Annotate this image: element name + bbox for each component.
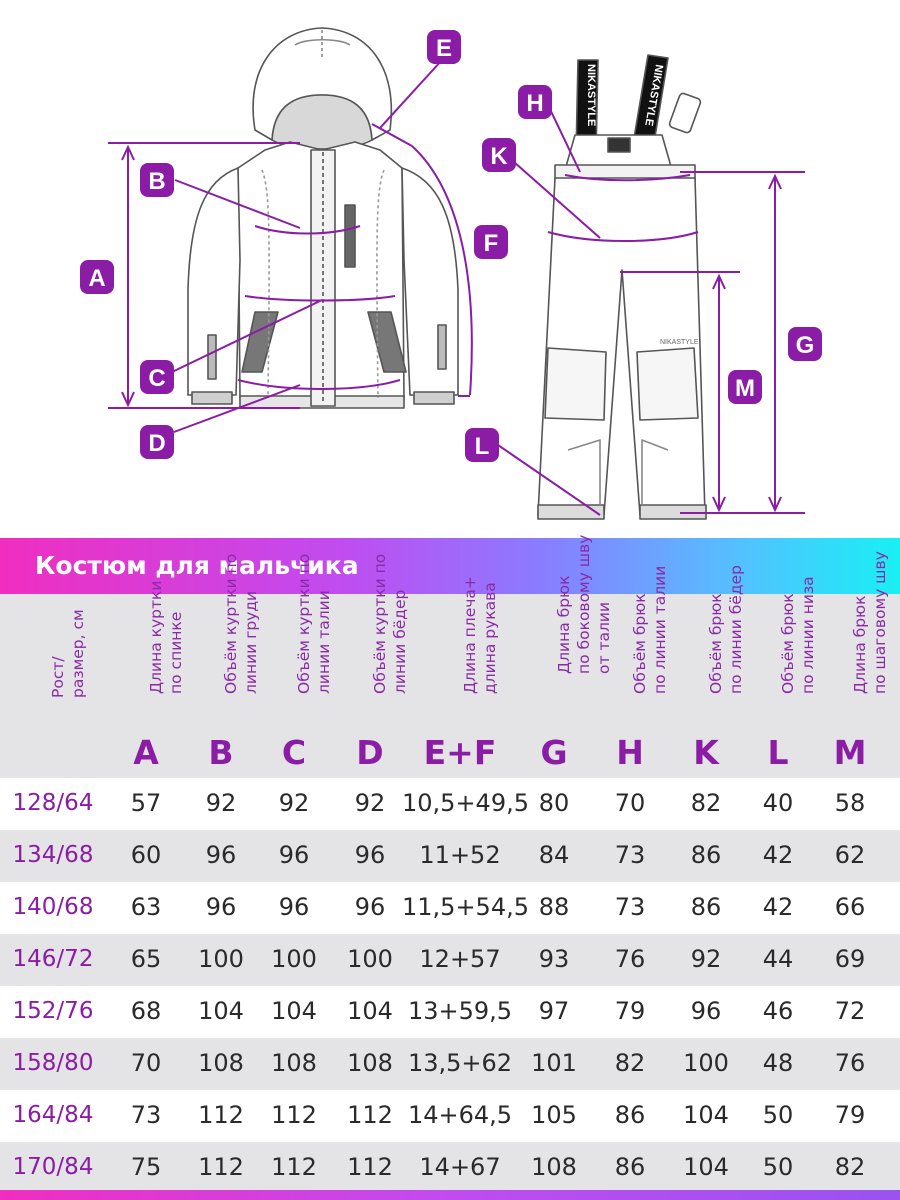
value-cell: 112 <box>271 1153 317 1181</box>
header-label: Объём брюк по линии бёдер <box>707 565 745 694</box>
header-letter: K <box>693 733 719 772</box>
table-row <box>0 1090 900 1142</box>
value-cell: 76 <box>614 945 646 973</box>
value-cell: 11+52 <box>419 841 501 869</box>
value-cell: 73 <box>614 841 646 869</box>
pants-logo-text: NIKASTYLE <box>660 339 699 346</box>
header-label: Длина куртки по спинке <box>147 580 185 694</box>
header-label: Объём куртки по линии груди <box>222 553 260 694</box>
value-cell: 100 <box>347 945 393 973</box>
value-cell: 100 <box>271 945 317 973</box>
table-row <box>0 934 900 986</box>
value-cell: 96 <box>205 841 237 869</box>
svg-text:G: G <box>795 332 815 359</box>
value-cell: 73 <box>614 893 646 921</box>
value-cell: 42 <box>762 893 794 921</box>
marker-g <box>788 327 822 361</box>
header-letter: G <box>540 733 568 772</box>
strap-text-left: NIKASTYLE <box>585 64 597 127</box>
value-cell: 96 <box>690 997 722 1025</box>
header-label: Длина брюк по боковому шву от талии <box>555 534 613 674</box>
value-cell: 79 <box>614 997 646 1025</box>
header-letter: C <box>281 733 307 772</box>
value-cell: 93 <box>538 945 570 973</box>
header-label: Длина брюк по шаговому шву <box>851 551 889 694</box>
value-cell: 92 <box>354 789 386 817</box>
svg-text:F: F <box>483 230 499 257</box>
size-cell: 134/68 <box>12 842 94 868</box>
value-cell: 86 <box>690 893 722 921</box>
size-cell: 128/64 <box>12 790 94 816</box>
value-cell: 82 <box>690 789 722 817</box>
svg-text:M: M <box>735 375 755 402</box>
header-col-c <box>256 553 333 778</box>
value-cell: 13,5+62 <box>407 1049 513 1077</box>
value-cell: 92 <box>278 789 310 817</box>
jacket-drawing <box>188 28 458 408</box>
header-col-b <box>186 553 260 778</box>
header-label: Объём брюк по линии низа <box>779 576 817 694</box>
value-cell: 50 <box>762 1153 794 1181</box>
header-label: Объём куртки по линии талии <box>295 553 333 694</box>
measurement-diagram <box>0 0 900 530</box>
value-cell: 58 <box>834 789 866 817</box>
title-banner <box>0 538 900 594</box>
value-cell: 104 <box>347 997 393 1025</box>
value-cell: 66 <box>834 893 866 921</box>
header-col-l <box>742 576 817 778</box>
marker-l <box>465 428 499 462</box>
value-cell: 63 <box>130 893 162 921</box>
value-cell: 70 <box>614 789 646 817</box>
value-cell: 97 <box>538 997 570 1025</box>
header-col-a <box>106 580 186 778</box>
value-cell: 75 <box>130 1153 162 1181</box>
marker-h <box>518 85 552 119</box>
svg-text:K: K <box>490 143 508 170</box>
value-cell: 86 <box>690 841 722 869</box>
marker-b <box>140 163 174 197</box>
header-letter: B <box>208 733 234 772</box>
table-row <box>0 1142 900 1194</box>
value-cell: 96 <box>205 893 237 921</box>
marker-m <box>728 370 762 404</box>
header-col-d <box>332 553 409 778</box>
value-cell: 112 <box>347 1153 393 1181</box>
value-cell: 104 <box>271 997 317 1025</box>
header-label: Длина плеча+ длина рукава <box>461 576 499 694</box>
header-col-ef <box>402 576 518 778</box>
value-cell: 57 <box>130 789 162 817</box>
value-cell: 86 <box>614 1101 646 1129</box>
value-cell: 60 <box>130 841 162 869</box>
svg-text:C: C <box>148 365 166 392</box>
header-label: Объём куртки по линии бёдер <box>371 553 409 694</box>
size-cell: 140/68 <box>12 894 94 920</box>
header-letter: M <box>833 733 867 772</box>
value-cell: 104 <box>683 1153 729 1181</box>
value-cell: 68 <box>130 997 162 1025</box>
value-cell: 13+59,5 <box>407 997 513 1025</box>
header-size <box>0 594 106 778</box>
value-cell: 62 <box>834 841 866 869</box>
value-cell: 86 <box>614 1153 646 1181</box>
value-cell: 96 <box>354 841 386 869</box>
table-row <box>0 830 900 882</box>
banner-title: Костюм для мальчика <box>35 551 359 580</box>
value-cell: 104 <box>198 997 244 1025</box>
value-cell: 82 <box>834 1153 866 1181</box>
header-letter: L <box>767 733 789 772</box>
strap-text-right: NIKASTYLE <box>642 63 665 127</box>
marker-c <box>140 360 174 394</box>
header-col-g <box>518 534 613 778</box>
value-cell: 84 <box>538 841 570 869</box>
value-cell: 12+57 <box>419 945 501 973</box>
size-cell: 170/84 <box>12 1154 94 1180</box>
svg-text:L: L <box>474 433 490 460</box>
size-cell: 152/76 <box>12 998 94 1024</box>
value-cell: 44 <box>762 945 794 973</box>
value-cell: 14+67 <box>419 1153 501 1181</box>
value-cell: 76 <box>834 1049 866 1077</box>
value-cell: 112 <box>198 1153 244 1181</box>
value-cell: 108 <box>531 1153 577 1181</box>
value-cell: 92 <box>690 945 722 973</box>
header-letter: E+F <box>423 733 497 772</box>
value-cell: 105 <box>531 1101 577 1129</box>
marker-a <box>80 260 114 294</box>
header-col-h <box>590 565 670 778</box>
svg-text:H: H <box>526 90 544 117</box>
pants-drawing <box>538 55 706 519</box>
value-cell: 88 <box>538 893 570 921</box>
svg-text:D: D <box>148 430 166 457</box>
header-label: Объём брюк по линии талии <box>631 565 669 694</box>
value-cell: 100 <box>198 945 244 973</box>
bottom-accent-bar <box>0 1190 900 1200</box>
header-label: Рост/ размер, см <box>49 609 87 698</box>
table-body <box>0 778 900 1194</box>
value-cell: 112 <box>271 1101 317 1129</box>
table-row <box>0 778 900 830</box>
header-col-m <box>814 551 889 778</box>
value-cell: 112 <box>347 1101 393 1129</box>
value-cell: 96 <box>354 893 386 921</box>
svg-text:E: E <box>435 35 453 62</box>
value-cell: 72 <box>834 997 866 1025</box>
value-cell: 10,5+49,5 <box>402 789 529 817</box>
value-cell: 96 <box>278 841 310 869</box>
value-cell: 69 <box>834 945 866 973</box>
value-cell: 79 <box>834 1101 866 1129</box>
value-cell: 80 <box>538 789 570 817</box>
header-col-k <box>670 565 745 778</box>
value-cell: 50 <box>762 1101 794 1129</box>
value-cell: 92 <box>205 789 237 817</box>
value-cell: 65 <box>130 945 162 973</box>
svg-text:A: A <box>88 265 106 292</box>
value-cell: 104 <box>683 1101 729 1129</box>
value-cell: 82 <box>614 1049 646 1077</box>
value-cell: 100 <box>683 1049 729 1077</box>
value-cell: 112 <box>198 1101 244 1129</box>
value-cell: 108 <box>198 1049 244 1077</box>
size-cell: 146/72 <box>12 946 94 972</box>
value-cell: 101 <box>531 1049 577 1077</box>
value-cell: 42 <box>762 841 794 869</box>
size-cell: 164/84 <box>12 1102 94 1128</box>
value-cell: 108 <box>271 1049 317 1077</box>
header-letter: A <box>133 733 159 772</box>
marker-d <box>140 425 174 459</box>
value-cell: 96 <box>278 893 310 921</box>
value-cell: 11,5+54,5 <box>402 893 529 921</box>
value-cell: 40 <box>762 789 794 817</box>
value-cell: 48 <box>762 1049 794 1077</box>
marker-k <box>482 138 516 172</box>
table-row <box>0 986 900 1038</box>
value-cell: 46 <box>762 997 794 1025</box>
table-row <box>0 882 900 934</box>
value-cell: 14+64,5 <box>407 1101 513 1129</box>
marker-f <box>474 225 508 259</box>
value-cell: 108 <box>347 1049 393 1077</box>
header-letter: D <box>356 733 384 772</box>
size-cell: 158/80 <box>12 1050 94 1076</box>
value-cell: 70 <box>130 1049 162 1077</box>
svg-text:B: B <box>148 168 166 195</box>
table-row <box>0 1038 900 1090</box>
marker-e <box>427 30 461 64</box>
value-cell: 73 <box>130 1101 162 1129</box>
header-letter: H <box>616 733 644 772</box>
